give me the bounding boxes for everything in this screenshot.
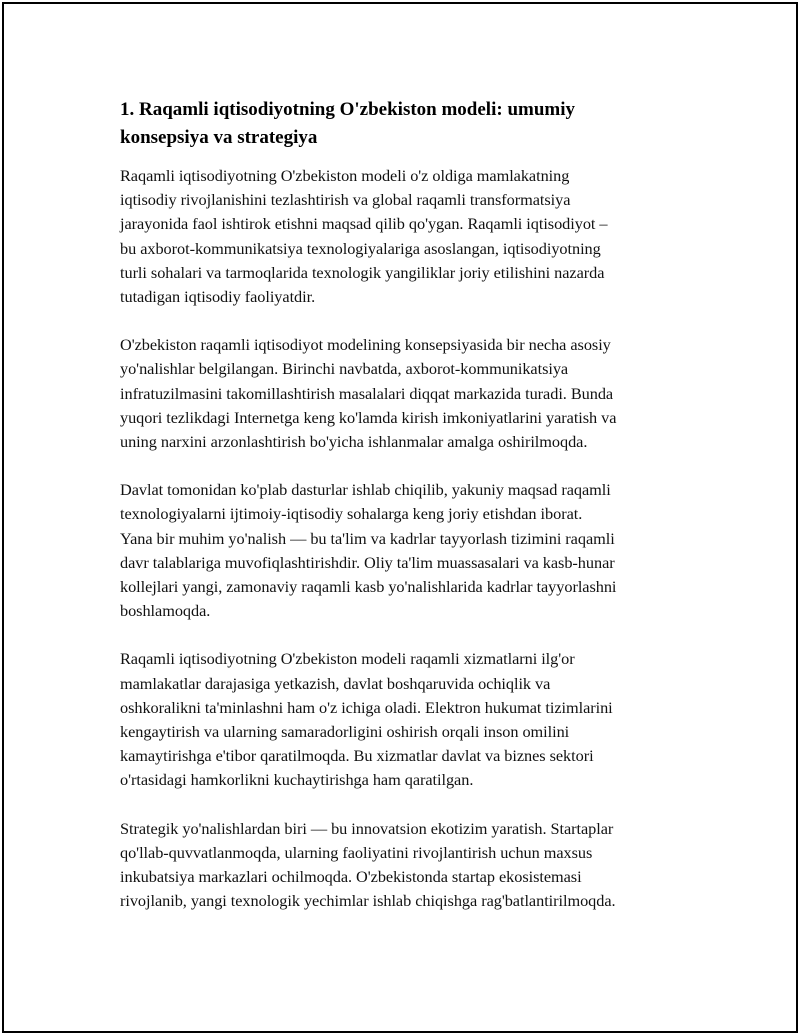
paragraph-line: Yana bir muhim yo'nalish — bu ta'lim va kadrlar tayyorlash tizimini raqamli <box>120 528 615 548</box>
paragraph-line: o'rtasidagi hamkorlikni kuchaytirishga ham qaratilgan. <box>120 770 474 790</box>
paragraph-line: Davlat tomonidan ko'plab dasturlar ishlab chiqilib, yakuniy maqsad raqamli <box>120 480 611 500</box>
section-heading <box>120 96 692 152</box>
paragraph-line: texnologiyalarni ijtimoiy-iqtisodiy sohalarga keng joriy etishdan iborat. <box>120 504 583 524</box>
paragraph-line: qo'llab-quvvatlanmoqda, ularning faoliyatini rivojlantirish uchun maxsus <box>120 842 593 862</box>
paragraph-line: jarayonida faol ishtirok etishni maqsad qilib qo'ygan. Raqamli iqtisodiyot – <box>120 214 608 234</box>
paragraph <box>120 333 692 454</box>
page-frame <box>2 2 798 1033</box>
paragraph-line: boshlamoqda. <box>120 601 211 621</box>
paragraph-line: inkubatsiya markazlari ochilmoqda. O'zbekistonda startap ekosistemasi <box>120 867 582 887</box>
paragraph-line: oshkoralikni ta'minlashni ham o'z ichiga oladi. Elektron hukumat tizimlarini <box>120 697 613 717</box>
paragraph <box>120 164 692 309</box>
paragraph-line: kamaytirishga e'tibor qaratilmoqda. Bu xizmatlar davlat va biznes sektori <box>120 746 594 766</box>
paragraph-line: rivojlanib, yangi texnologik yechimlar ishlab chiqishga rag'batlantirilmoqda. <box>120 891 616 911</box>
paragraph <box>120 647 692 792</box>
heading-line: 1. Raqamli iqtisodiyotning O'zbekiston modeli: umumiy <box>120 99 576 120</box>
paragraph-line: Strategik yo'nalishlardan biri — bu innovatsion ekotizim yaratish. Startaplar <box>120 818 614 838</box>
paragraph-line: mamlakatlar darajasiga yetkazish, davlat boshqaruvida ochiqlik va <box>120 673 551 693</box>
paragraph-line: kollejlari yangi, zamonaviy raqamli kasb yo'nalishlarida kadrlar tayyorlashni <box>120 577 617 597</box>
heading-line: konsepsiya va strategiya <box>120 127 318 148</box>
paragraph-line: yo'nalishlar belgilangan. Birinchi navbatda, axborot-kommunikatsiya <box>120 359 569 379</box>
paragraph-line: turli sohalari va tarmoqlarida texnologik yangiliklar joriy etilishini nazarda <box>120 262 605 282</box>
paragraph-line: O'zbekiston raqamli iqtisodiyot modelining konsepsiyasida bir necha asosiy <box>120 335 611 355</box>
paragraph-line: uning narxini arzonlashtirish bo'yicha ishlanmalar amalga oshirilmoqda. <box>120 432 588 452</box>
paragraph-line: infratuzilmasini takomillashtirish masalalari diqqat markazida turadi. Bunda <box>120 383 614 403</box>
paragraph-line: davr talablariga muvofiqlashtirishdir. Oliy ta'lim muassasalari va kasb-hunar <box>120 552 615 572</box>
paragraph-line: Raqamli iqtisodiyotning O'zbekiston modeli raqamli xizmatlarni ilg'or <box>120 649 575 669</box>
document-body <box>120 96 692 937</box>
paragraph-line: kengaytirish va ularning samaradorligini oshirish orqali inson omilini <box>120 722 570 742</box>
paragraph-line: iqtisodiy rivojlanishini tezlashtirish va global raqamli transformatsiya <box>120 190 571 210</box>
paragraph-line: bu axborot-kommunikatsiya texnologiyalariga asoslangan, iqtisodiyotning <box>120 238 601 258</box>
paragraph-line: yuqori tezlikdagi Internetga keng ko'lamda kirish imkoniyatlarini yaratish va <box>120 407 617 427</box>
paragraph-line: Raqamli iqtisodiyotning O'zbekiston modeli o'z oldiga mamlakatning <box>120 166 570 185</box>
paragraph-container <box>120 164 692 913</box>
paragraph <box>120 817 692 914</box>
paragraph-line: tutadigan iqtisodiy faoliyatdir. <box>120 287 316 307</box>
paragraph <box>120 478 692 623</box>
